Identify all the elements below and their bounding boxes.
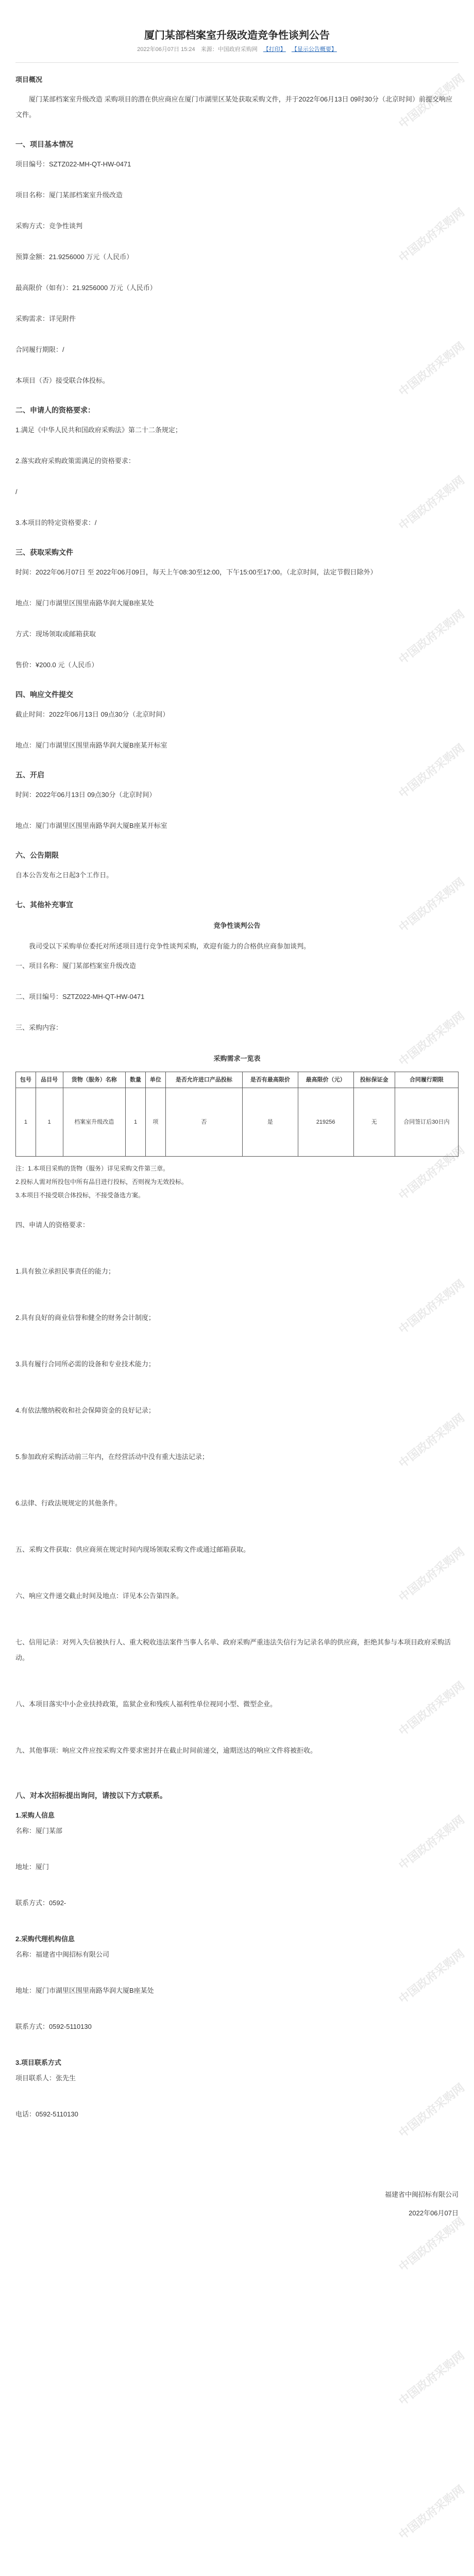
section-1-heading: 一、项目基本情况 [15, 140, 73, 148]
section-5-item: 时间：2022年06月13日 09点30分（北京时间） [15, 791, 156, 799]
table-cell: 无 [353, 1088, 395, 1157]
contact-item: 项目联系人：张先生 [15, 2074, 76, 2082]
section-3-item: 售价：¥200.0 元（人民币） [15, 661, 98, 669]
section-4-item: 地点：厦门市湖里区围里南路华润大厦B座某开标室 [15, 741, 167, 749]
table-title: 采购需求一览表 [213, 1055, 261, 1062]
section-7-more-item: 2.具有良好的商业信誉和健全的财务会计制度； [15, 1314, 155, 1321]
table-cell: 档案室升级改造 [63, 1088, 126, 1157]
section-2-list [15, 422, 459, 531]
table-header-cell: 投标保证金 [353, 1072, 395, 1088]
section-1-item: 项目名称：厦门某部档案室升级改造 [15, 191, 123, 199]
contact-list [15, 2071, 459, 2122]
summary-text: 厦门某部档案室升级改造 采购项目的潜在供应商应在厦门市湖里区某处获取采购文件，并于2022年06月13日 09时30分（北京时间）前提交响应文件。 [15, 95, 452, 118]
section-7-more-item: 八、本项目落实中小企业扶持政策，监狱企业和残疾人福利性单位视同小型、微型企业。 [15, 1700, 277, 1708]
table-cell: 项 [145, 1088, 165, 1157]
watermark-text: 中国政府采购网 [396, 741, 467, 801]
watermark-text: 中国政府采购网 [396, 2081, 467, 2141]
section-7-heading: 七、其他补充事宜 [15, 901, 73, 909]
watermark-text: 中国政府采购网 [396, 2483, 467, 2543]
agency-item: 联系方式：0592-5110130 [15, 2023, 92, 2030]
watermark-text: 中国政府采购网 [396, 607, 467, 667]
watermark-text: 中国政府采购网 [396, 340, 467, 399]
table-row [16, 1088, 459, 1157]
table-cell: 合同签订后30日内 [395, 1088, 458, 1157]
table-header-cell: 是否有最高限价 [242, 1072, 298, 1088]
section-7-more [15, 1217, 459, 1758]
summary-toggle-link[interactable]: 【显示公告概要】 [291, 46, 337, 53]
section-1-item: 本项目（否）接受联合体投标。 [15, 377, 110, 384]
section-3-item: 方式：现场领取或邮箱获取 [15, 630, 96, 638]
section-2-item: 1.满足《中华人民共和国政府采购法》第二十二条规定； [15, 426, 182, 434]
section-5-list [15, 787, 459, 834]
table-cell: 是 [242, 1088, 298, 1157]
section-2-item: 3.本项目的特定资格要求：/ [15, 519, 97, 527]
page-title: 厦门某部档案室升级改造竞争性谈判公告 [144, 30, 330, 41]
section-4-list [15, 707, 459, 753]
section-7-more-item: 6.法律、行政法规规定的其他条件。 [15, 1499, 122, 1507]
section-1-item: 最高限价（如有）：21.9256000 万元（人民币） [15, 284, 157, 292]
watermark-text: 中国政府采购网 [396, 1277, 467, 1337]
watermark-text: 中国政府采购网 [396, 206, 467, 265]
table-cell: 否 [165, 1088, 242, 1157]
section-7-more-item: 五、采购文件获取：供应商须在规定时间内现场领取采购文件或通过邮箱获取。 [15, 1546, 250, 1553]
section-6-list [15, 868, 459, 883]
table-header-cell: 数量 [126, 1072, 146, 1088]
section-1-item: 合同履行期限：/ [15, 346, 64, 353]
watermark-text: 中国政府采购网 [396, 1545, 467, 1605]
watermark-text: 中国政府采购网 [396, 1947, 467, 2007]
watermark-text: 中国政府采购网 [396, 1009, 467, 1069]
table-notes [15, 1162, 459, 1202]
watermark-text: 中国政府采购网 [396, 72, 467, 131]
watermark-text: 中国政府采购网 [396, 473, 467, 533]
section-8-heading: 八、对本次招标提出询问，请按以下方式联系。 [15, 1791, 167, 1800]
agency-item: 地址：厦门市湖里区围里南路华润大厦B座某处 [15, 1987, 154, 1994]
table-cell: 219256 [298, 1088, 353, 1157]
section-7-more-item: 1.具有独立承担民事责任的能力； [15, 1267, 115, 1275]
watermark-text: 中国政府采购网 [396, 875, 467, 935]
table-cell: 1 [16, 1088, 36, 1157]
section-1-item: 预算金额：21.9256000 万元（人民币） [15, 253, 133, 261]
purchaser-item: 地址：厦门 [15, 1863, 49, 1871]
print-link[interactable]: 【打印】 [263, 46, 286, 53]
table-header-cell: 品目号 [36, 1072, 63, 1088]
announcement [15, 15, 459, 2224]
section-2-heading: 二、申请人的资格要求： [15, 406, 95, 414]
watermark-text: 中国政府采购网 [396, 1679, 467, 1739]
watermark-text: 中国政府采购网 [396, 1813, 467, 1873]
watermark-text: 中国政府采购网 [396, 1143, 467, 1203]
table-cell: 1 [126, 1088, 146, 1157]
doc-intro: 我司受以下采购单位委托对所述项目进行竞争性谈判采购，欢迎有能力的合格供应商参加谈判。 [29, 942, 311, 950]
section-3-heading: 三、获取采购文件 [15, 548, 73, 556]
section-3-item: 地点：厦门市湖里区围里南路华润大厦B座某处 [15, 599, 154, 607]
section-1-list [15, 157, 459, 388]
section-5-heading: 五、开启 [15, 771, 44, 779]
table-header-cell: 货物（服务）名称 [63, 1072, 126, 1088]
sign-company: 福建省中闽招标有限公司 [384, 2191, 459, 2198]
contact-item: 电话：0592-5110130 [15, 2110, 78, 2118]
section-6-item: 自本公告发布之日起3个工作日。 [15, 871, 113, 879]
section-1-item: 采购方式：竞争性谈判 [15, 222, 83, 230]
summary-heading: 项目概况 [15, 76, 43, 83]
section-5-item: 地点：厦门市湖里区围里南路华润大厦B座某开标室 [15, 822, 167, 829]
watermark-text: 中国政府采购网 [396, 1411, 467, 1471]
section-7-list [15, 958, 459, 1036]
table-note: 2.投标人需对所投包中所有品目进行投标，否则视为无效投标。 [15, 1178, 188, 1185]
requirements-table [15, 1072, 459, 1157]
section-7-more-item: 4.有依法缴纳税收和社会保障资金的良好记录； [15, 1406, 155, 1414]
purchaser-item: 名称：厦门某部 [15, 1827, 63, 1835]
source: 来源：中国政府采购网 [200, 46, 258, 53]
section-4-item: 截止时间：2022年06月13日 09点30分（北京时间） [15, 710, 170, 718]
publish-date: 2022年06月07日 15:24 [137, 46, 195, 53]
doc-title: 竞争性谈判公告 [213, 922, 261, 929]
section-7-more-item: 四、申请人的资格要求： [15, 1221, 90, 1229]
table-header-cell: 包号 [16, 1072, 36, 1088]
table-header-cell: 最高限价（元） [298, 1072, 353, 1088]
watermark-text: 中国政府采购网 [396, 2349, 467, 2409]
meta-bar [15, 45, 459, 53]
section-7-more-item: 5.参加政府采购活动前三年内，在经营活动中没有重大违法记录； [15, 1453, 209, 1461]
table-body [16, 1088, 459, 1157]
agency-list [15, 1947, 459, 2035]
purchaser-list [15, 1823, 459, 1911]
section-2-item: 2.落实政府采购政策需满足的资格要求： [15, 457, 135, 465]
sign-date: 2022年06月07日 [409, 2209, 459, 2217]
section-7-item: 三、采购内容： [15, 1024, 63, 1031]
purchaser-title: 1.采购人信息 [15, 1811, 55, 1819]
section-7-item: 二、项目编号：SZTZ022-MH-QT-HW-0471 [15, 993, 145, 1001]
purchaser-item: 联系方式：0592- [15, 1899, 66, 1907]
section-7-item: 一、项目名称：厦门某部档案室升级改造 [15, 962, 137, 970]
section-7-more-item: 七、信用记录：对列入失信被执行人、重大税收违法案件当事人名单、政府采购严重违法失信行为记录名单的供应商，拒绝其参与本项目政府采购活动。 [15, 1638, 451, 1662]
table-header-cell: 合同履行期限 [395, 1072, 458, 1088]
table-header-row [16, 1072, 459, 1088]
section-1-item: 项目编号：SZTZ022-MH-QT-HW-0471 [15, 160, 131, 168]
section-3-list [15, 565, 459, 673]
table-note: 3.本项目不接受联合体投标，不接受备选方案。 [15, 1192, 145, 1199]
section-3-item: 时间：2022年06月07日 至 2022年06月09日，每天上午08:30至12:00，下午15:00至17:00。（北京时间，法定节假日除外） [15, 568, 377, 576]
agency-item: 名称：福建省中闽招标有限公司 [15, 1951, 110, 1958]
section-6-heading: 六、公告期限 [15, 851, 59, 859]
contact-title: 3.项目联系方式 [15, 2059, 61, 2066]
section-4-heading: 四、响应文件提交 [15, 690, 73, 699]
table-header-cell: 单位 [145, 1072, 165, 1088]
divider [15, 62, 459, 63]
table-cell: 1 [36, 1088, 63, 1157]
section-7-more-item: 九、其他事项：响应文件应按采购文件要求密封并在截止时间前递交，逾期送达的响应文件将被拒收。 [15, 1747, 317, 1754]
section-1-item: 采购需求：详见附件 [15, 315, 76, 323]
section-7-more-item: 六、响应文件递交截止时间及地点：详见本公告第四条。 [15, 1592, 183, 1600]
watermark-text: 中国政府采购网 [396, 2215, 467, 2275]
section-2-item: / [15, 488, 18, 496]
table-note: 注：1.本项目采购的货物（服务）详见采购文件第三章。 [15, 1165, 170, 1172]
section-7-more-item: 3.具有履行合同所必需的设备和专业技术能力； [15, 1360, 155, 1368]
agency-title: 2.采购代理机构信息 [15, 1935, 75, 1943]
table-header-cell: 是否允许进口产品投标 [165, 1072, 242, 1088]
